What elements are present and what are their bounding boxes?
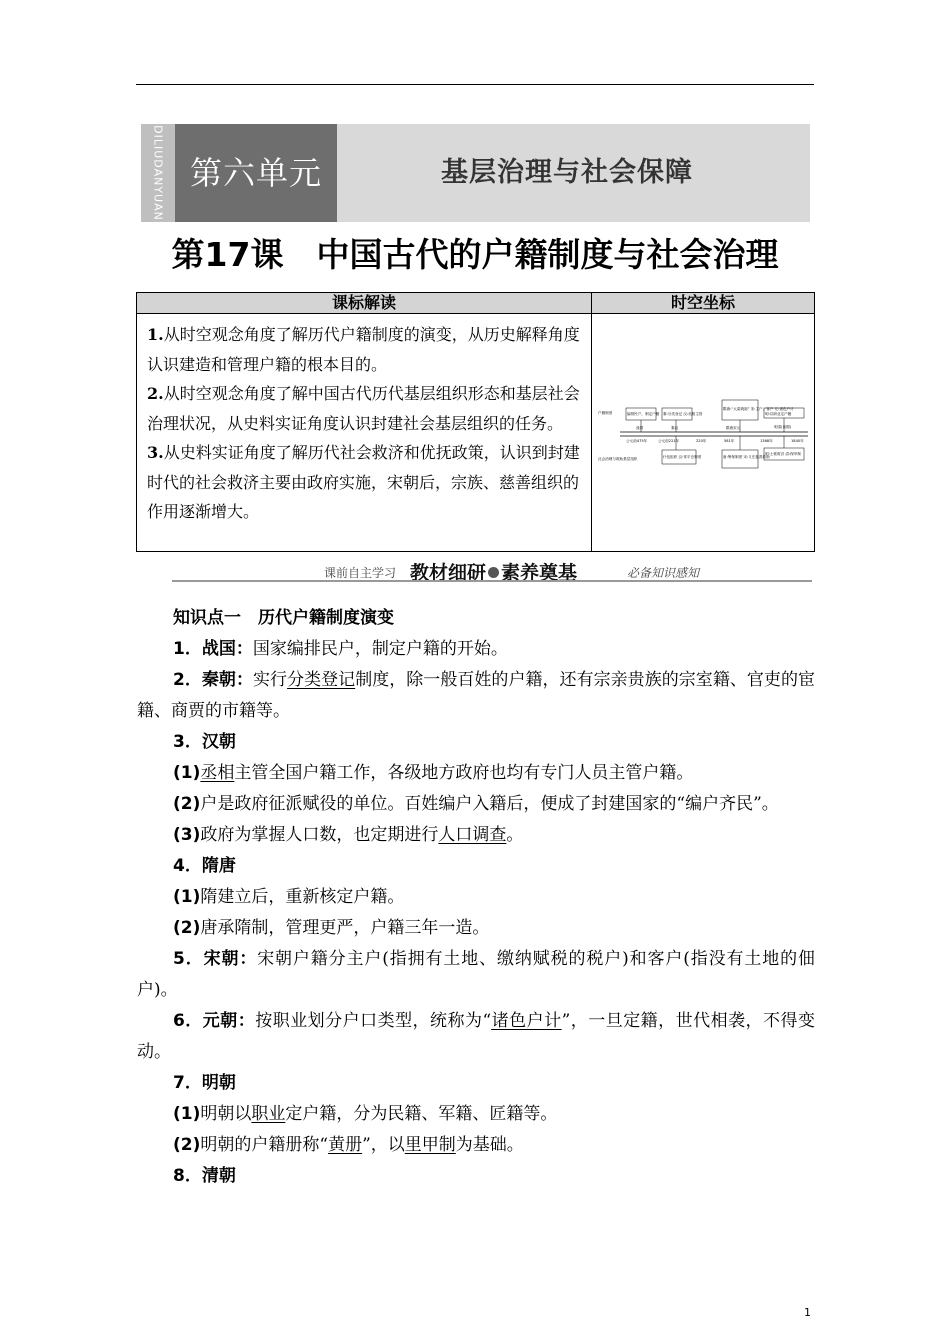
standards-table: [136, 292, 815, 552]
paragraph: 6．元朝：按职业划分户口类型，统称为“诸色户计”，一旦定籍，世代相袭，不得变动。: [137, 1011, 815, 1062]
subheading: 3．汉朝: [173, 732, 236, 752]
subheading: 7．明朝: [173, 1073, 236, 1093]
page-number: 1: [804, 1306, 811, 1319]
unit-title: 基层治理与社会保障: [441, 157, 693, 188]
timeline-row-label-top: 户籍制度: [598, 411, 613, 415]
timeline-diagram: [596, 398, 812, 480]
banner-side-strip: [141, 124, 175, 222]
timeline-top-box: 隋唐:“大索貌阅” 宋:主户、客户 元:诸色户计: [723, 407, 794, 411]
timeline-year: 1840年: [791, 439, 804, 443]
timeline-bottom-box: 明:土豪救济 清:保甲制: [765, 452, 801, 456]
timeline-era: 秦汉: [671, 426, 679, 430]
section-main: 教材细研 素养奠基: [410, 562, 578, 584]
timeline-era: 隋唐宋元: [726, 426, 741, 430]
section-line: [172, 580, 812, 582]
paragraph: 1．战国：国家编排民户，制定户籍的开始。: [173, 639, 508, 659]
standard-item: 1.从时空观念角度了解历代户籍制度的演变，从历史解释角度认识建造和管理户籍的根本目的。: [147, 325, 580, 374]
paragraph: (3)政府为掌握人口数，也定期进行人口调查。: [173, 825, 524, 845]
timeline-era: 战国: [636, 426, 644, 430]
subheading: 8．清朝: [173, 1166, 236, 1186]
timeline-top-box: 编排民户，制定户籍: [627, 412, 660, 416]
paragraph: (2)明朝的户籍册称“黄册”，以里甲制为基础。: [173, 1135, 524, 1155]
timeline-year: 220年: [696, 439, 707, 443]
header-timeline: 时空坐标: [592, 293, 815, 314]
banner-side-text: DILIUDANYUAN: [151, 125, 165, 221]
paragraph: (1)隋建立后，重新核定户籍。: [173, 887, 405, 907]
paragraph: (1)丞相主管全国户籍工作，各级地方政府也均有专门人员主管户籍。: [173, 763, 694, 783]
section-suffix: 必备知识感知: [627, 566, 700, 580]
timeline-bottom-box: 唐:筹保制度 宋:义庄慈善救助: [723, 455, 770, 459]
top-rule: [136, 84, 814, 85]
lesson-title: 第17课 中国古代的户籍制度与社会治理: [171, 235, 779, 274]
timeline-cell: [592, 314, 815, 552]
paragraph: (2)唐承隋制，管理更严，户籍三年一造。: [173, 918, 490, 938]
section-divider: [172, 558, 812, 582]
timeline-top-box: 明:以职业定户籍: [765, 412, 792, 416]
lesson-body: [137, 603, 815, 1192]
bullet-dot-icon: [488, 567, 499, 578]
timeline-era: 明清(前期): [774, 425, 792, 429]
standards-cell: [137, 314, 592, 552]
knowledge-point-title: 知识点一 历代户籍制度演变: [173, 608, 394, 628]
timeline-bottom-box: 什伍组织 汉:常平仓制度: [663, 455, 702, 459]
paragraph: 5．宋朝：宋朝户籍分主户(指拥有土地、缴纳赋税的税户)和客户(指没有土地的佃户)。: [137, 949, 815, 1000]
timeline-year: 581年: [724, 439, 735, 443]
paragraph: (2)户是政府征派赋役的单位。百姓编户入籍后，便成了封建国家的“编户齐民”。: [173, 794, 779, 814]
unit-banner: [141, 124, 810, 222]
timeline-year: 公元前221年: [658, 439, 680, 443]
header-standards: 课标解读: [137, 293, 592, 314]
timeline-year: 1368年: [760, 439, 773, 443]
standard-item: 2.从时空观念角度了解中国古代历代基层组织形态和基层社会治理状况，从史料实证角度认识封建社会基层组织的任务。: [147, 384, 580, 433]
subheading: 4．隋唐: [173, 856, 236, 876]
paragraph: 2．秦朝：实行分类登记制度，除一般百姓的户籍，还有宗亲贵族的宗室籍、官吏的宦籍、商贾的市籍等。: [137, 670, 815, 721]
unit-label: 第六单元: [175, 124, 337, 222]
timeline-row-label-bottom: 社会治理与救助基层组织: [598, 457, 638, 461]
timeline-year: 公元前475年: [626, 439, 648, 443]
section-prefix: 课前自主学习: [324, 566, 397, 580]
paragraph: (1)明朝以职业定户籍，分为民籍、军籍、匠籍等。: [173, 1104, 558, 1124]
standard-item: 3.从史料实证角度了解历代社会救济和优抚政策，认识到封建时代的社会救济主要由政府实施，宋朝后，宗族、慈善组织的作用逐渐增大。: [147, 443, 580, 521]
timeline-top-box: 秦:分类登记 汉:丞相主管: [663, 412, 703, 416]
